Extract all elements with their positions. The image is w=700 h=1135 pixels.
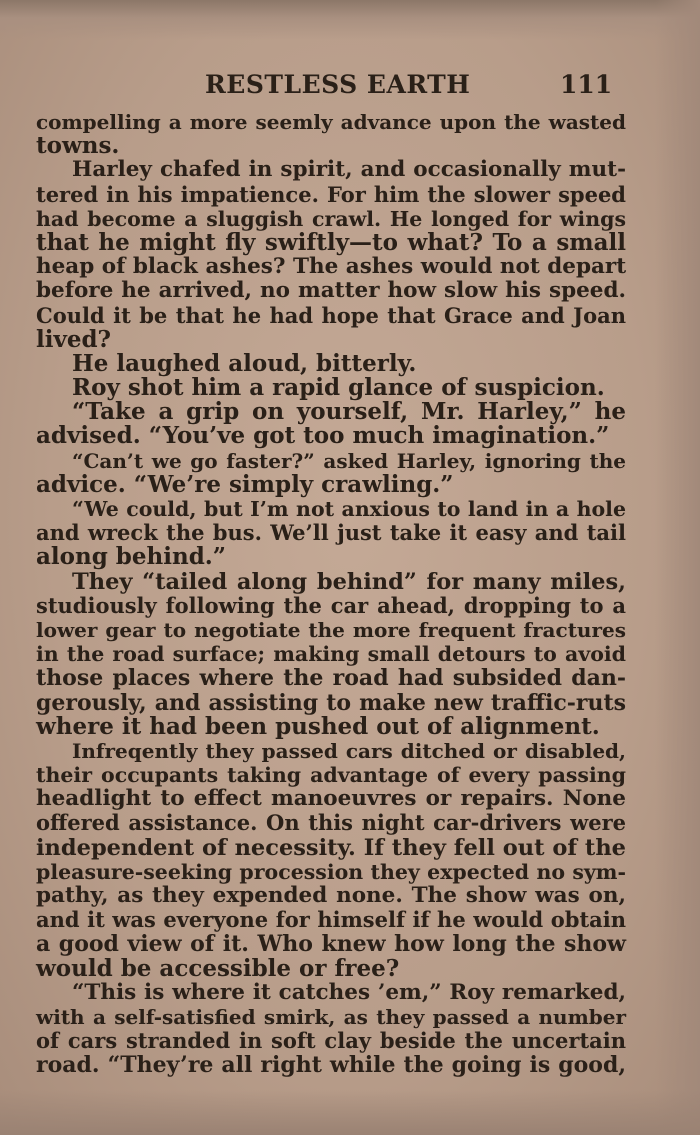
text-line: Infreqently they passed cars ditched or disabled, [72, 738, 626, 763]
text-line: where it had been pushed out of alignment. [36, 712, 600, 740]
text-line: offered assistance. On this night car-drivers were [36, 810, 626, 836]
text-line: studiously following the car ahead, dropping to a [36, 592, 626, 618]
text-line: their occupants taking advantage of every passing [36, 763, 626, 788]
text-line: those places where the road had subsided dan- [36, 665, 626, 692]
text-line: advice. “We’re simply crawling.” [36, 470, 454, 498]
text-line: along behind.” [36, 543, 227, 571]
text-line: and wreck the bus. We’ll just take it easy and tail [36, 520, 626, 546]
text-line: of cars stranded in soft clay beside the uncertain [36, 1028, 626, 1054]
text-line: that he might fly swiftly—to what? To a small [36, 228, 626, 256]
text-line: with a self-satisfied smirk, as they passed a number [36, 1004, 626, 1029]
text-line: “Can’t we go faster?” asked Harley, ignoring the [72, 448, 626, 473]
running-head: RESTLESS EARTH [205, 70, 471, 99]
text-line: lower gear to negotiate the more frequent fractures [36, 617, 626, 642]
text-line: gerously, and assisting to make new traffic-ruts [36, 689, 626, 716]
text-line: independent of necessity. If they fell out of the [36, 834, 626, 861]
text-line: road. “They’re all right while the going is good, [36, 1052, 626, 1079]
text-line: advised. “You’ve got too much imagination.” [36, 422, 610, 450]
text-line: would be accessible or free? [36, 954, 400, 982]
page-bottom-edge-shading [0, 1090, 700, 1135]
text-line: pleasure-seeking procession they expected no sym- [36, 859, 626, 884]
text-line: “Take a grip on yourself, Mr. Harley,” he [72, 398, 626, 426]
text-line: heap of black ashes? The ashes would not depart [36, 254, 627, 280]
text-line: before he arrived, no matter how slow his speed. [36, 278, 626, 304]
page-right-edge-shading [655, 0, 700, 1135]
text-line: and it was everyone for himself if he would obtain [36, 907, 626, 933]
text-line: “We could, but I’m not anxious to land in a hole [72, 497, 626, 521]
page-header [0, 70, 700, 106]
text-line: Could it be that he had hope that Grace and Joan [36, 302, 626, 328]
text-line: Harley chafed in spirit, and occasionally mut- [72, 157, 626, 183]
text-line: Roy shot him a rapid glance of suspicion. [72, 374, 605, 402]
page-number: 111 [560, 70, 613, 99]
text-line: He laughed aloud, bitterly. [72, 349, 417, 377]
text-line: towns. [36, 132, 120, 160]
text-line: a good view of it. Who knew how long the show [36, 931, 626, 958]
text-line: compelling a more seemly advance upon the wasted [36, 110, 626, 134]
body-text [36, 110, 626, 1078]
text-line: “This is where it catches ’em,” Roy remarked, [72, 979, 626, 1005]
text-line: pathy, as they expended none. The show was on, [36, 883, 626, 908]
text-line: tered in his impatience. For him the slower speed [36, 181, 626, 207]
text-line: in the road surface; making small detours to avoid [36, 642, 626, 667]
text-line: They “tailed along behind” for many miles, [72, 568, 626, 595]
text-line: headlight to effect manoeuvres or repairs. None [36, 786, 626, 812]
text-line: lived? [36, 325, 112, 353]
text-line: had become a sluggish crawl. He longed for wings [36, 206, 626, 231]
page-top-edge-shading [0, 0, 700, 40]
